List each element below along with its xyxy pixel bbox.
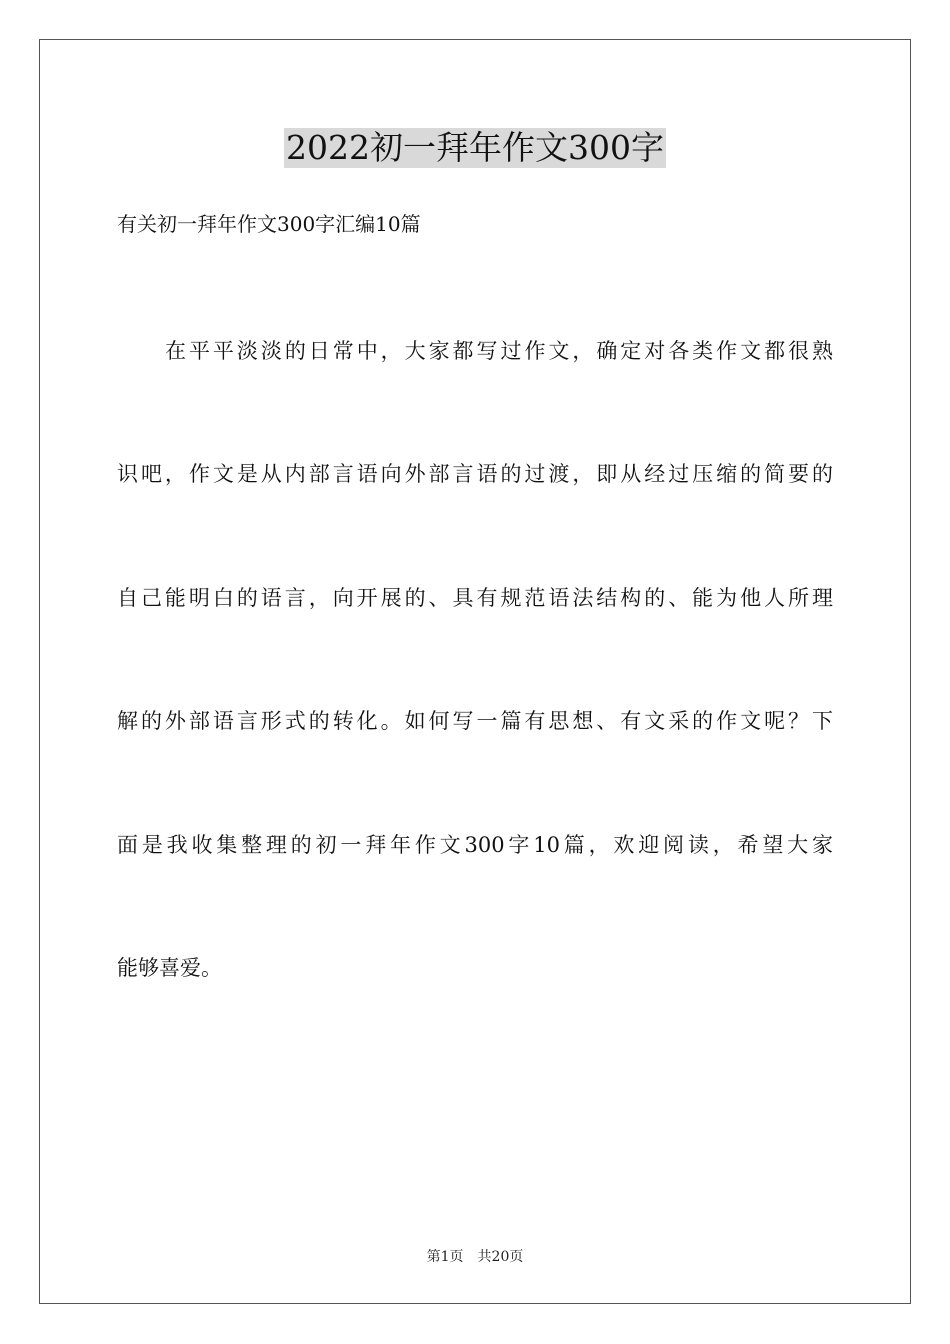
- document-subtitle: 有关初一拜年作文300字汇编10篇: [117, 212, 421, 236]
- page-number: 第1页: [426, 1249, 464, 1265]
- document-title: 2022初一拜年作文300字: [286, 128, 664, 167]
- paragraph-line: 在平平淡淡的日常中，大家都写过作文，确定对各类作文都很熟: [165, 339, 833, 363]
- paragraph-line: 能够喜爱。: [117, 956, 222, 980]
- page-total: 共20页: [477, 1249, 524, 1265]
- page-footer: [0, 1247, 950, 1267]
- paragraph-line: 自己能明白的语言，向开展的、具有规范语法结构的、能为他人所理: [117, 586, 833, 610]
- paragraph-line: 识吧，作文是从内部言语向外部言语的过渡，即从经过压缩的简要的: [117, 462, 833, 486]
- title-container: [0, 128, 950, 168]
- paragraph-line: 面是我收集整理的初一拜年作文300字10篇，欢迎阅读，希望大家: [117, 833, 833, 857]
- paragraph-line: 解的外部语言形式的转化。如何写一篇有思想、有文采的作文呢？下: [117, 709, 833, 733]
